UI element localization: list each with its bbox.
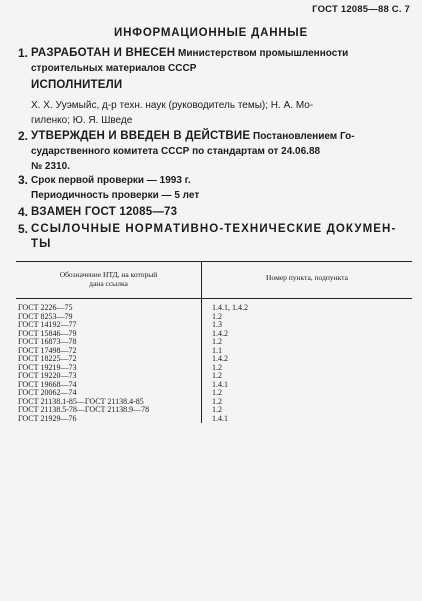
section-text: Министерством промышленности: [175, 48, 349, 59]
section-text: Срок первой проверки — 1993 г.: [31, 175, 191, 186]
row-point: 1.1: [212, 345, 222, 355]
section-number: 2.: [18, 129, 29, 143]
row-document: ГОСТ 20062—74: [18, 388, 77, 397]
column-header-document: [16, 270, 201, 288]
section-heading: ТЫ: [31, 238, 52, 250]
row-point: 1.4.1: [212, 413, 228, 423]
row-point: 1.2: [212, 396, 222, 406]
executors-heading: ИСПОЛНИТЕЛИ: [31, 79, 123, 91]
row-document: ГОСТ 14192—77: [18, 320, 77, 329]
section-1: [18, 46, 408, 76]
section-4: [18, 205, 408, 220]
column-header-line: Обозначение НТД, на который: [59, 270, 158, 279]
section-3: [18, 173, 408, 203]
row-document: ГОСТ 21138.1-85—ГОСТ 21138.4-85: [18, 396, 144, 406]
row-point: 1.3: [212, 320, 222, 329]
executors-list: [31, 98, 408, 128]
section-text: сударственного комитета СССР по стандартам от 24.06.88: [31, 146, 321, 157]
row-point: 1.2: [212, 388, 222, 397]
section-text: Постановлением Го-: [250, 131, 355, 142]
section-number: 1.: [18, 46, 29, 60]
row-document: ГОСТ 19668—74: [18, 379, 77, 389]
row-point: 1.4.2: [212, 354, 228, 363]
section-text: ГОСТ 12085—73: [81, 206, 178, 218]
row-point: 1.2: [212, 371, 222, 380]
row-point: 1.4.2: [212, 328, 228, 338]
row-point: 1.2: [212, 311, 222, 321]
section-number: 4.: [18, 205, 29, 219]
section-number: 5.: [18, 222, 29, 236]
section-5: [18, 222, 408, 252]
executors-line: Х. Х. Ууэмыйс, д-р техн. наук (руководитель темы); Н. А. Мо-: [31, 100, 314, 111]
row-document: ГОСТ 21929—76: [18, 413, 77, 423]
row-document: ГОСТ 2226—75: [18, 303, 73, 312]
row-document: ГОСТ 8253—79: [18, 311, 73, 321]
column-header-line: дана ссылка: [89, 279, 128, 288]
column-header-point: Номер пункта, подпункта: [266, 273, 348, 282]
section-text: № 2310.: [31, 161, 70, 172]
row-document: ГОСТ 15846—79: [18, 328, 77, 338]
row-document: ГОСТ 21138.5-78—ГОСТ 21138.9—78: [18, 405, 150, 414]
row-point: 1.2: [212, 405, 222, 414]
row-point: 1.2: [212, 362, 222, 372]
page-header: ГОСТ 12085—88 С. 7: [312, 4, 410, 15]
row-document: ГОСТ 19220—73: [18, 371, 77, 380]
executors-line: гиленко; Ю. Я. Шведе: [31, 115, 133, 126]
row-document: ГОСТ 19219—73: [18, 362, 77, 372]
section-heading: ВЗАМЕН: [31, 206, 82, 218]
section-2: [18, 129, 408, 174]
row-document: ГОСТ 18225—72: [18, 354, 77, 363]
row-document: ГОСТ 16873—78: [18, 337, 77, 346]
document-title: ИНФОРМАЦИОННЫЕ ДАННЫЕ: [114, 27, 308, 39]
reference-table: [16, 261, 412, 423]
row-point: 1.2: [212, 337, 222, 346]
row-point: 1.4.1: [212, 379, 228, 389]
section-number: 3.: [18, 173, 29, 187]
section-heading: ССЫЛОЧНЫЕ НОРМАТИВНО-ТЕХНИЧЕСКИЕ ДОКУМЕН-: [31, 223, 397, 235]
section-text: строительных материалов СССР: [31, 63, 197, 74]
table-header: [16, 262, 412, 298]
row-document: ГОСТ 17498—72: [18, 345, 77, 355]
section-text: Периодичность проверки — 5 лет: [31, 190, 200, 201]
table-row: [16, 415, 412, 424]
row-point: 1.4.1, 1.4.2: [212, 303, 248, 312]
section-heading: РАЗРАБОТАН И ВНЕСЕН: [31, 47, 176, 59]
section-heading: УТВЕРЖДЕН И ВВЕДЕН В ДЕЙСТВИЕ: [31, 130, 251, 142]
table-body: [16, 299, 412, 423]
